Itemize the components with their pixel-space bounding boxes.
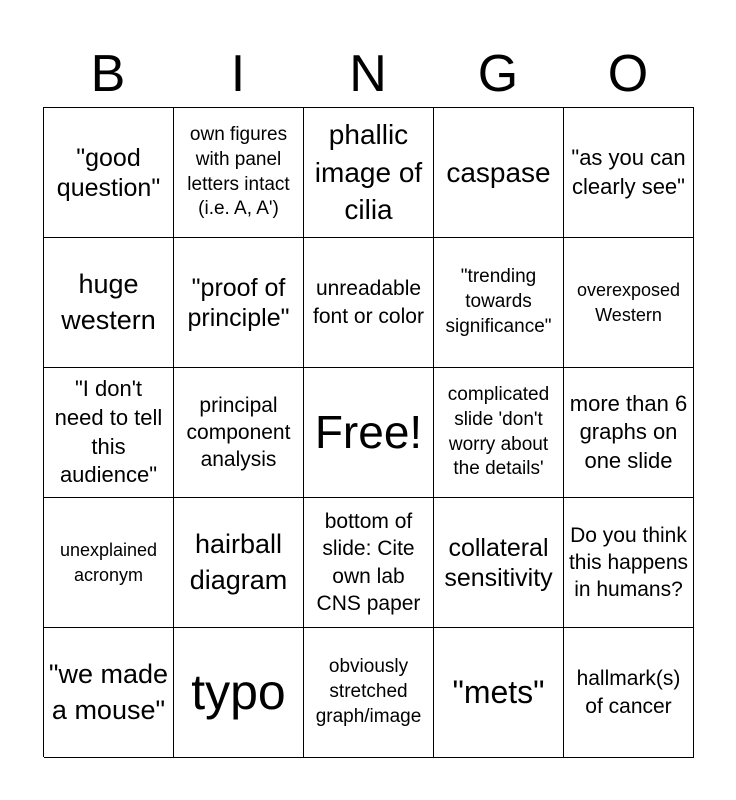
bingo-cell-free-space[interactable] (304, 368, 434, 498)
bingo-cell-r3-c4[interactable] (434, 368, 564, 498)
bingo-cell-r2-c2[interactable] (174, 238, 304, 368)
free-space-label: Free! (314, 406, 423, 459)
bingo-cell-r2-c5[interactable] (564, 238, 694, 368)
cell-text: hairball diagram (189, 529, 288, 595)
bingo-cell-r3-c1[interactable] (44, 368, 174, 498)
bingo-cell-r5-c1[interactable] (44, 628, 174, 758)
bingo-cell-r4-c5[interactable] (564, 498, 694, 628)
header-letter-g: G (477, 45, 519, 103)
cell-text: "trending towards significance" (445, 266, 552, 337)
cell-text: typo (191, 664, 286, 720)
cell-text: hallmark(s) of cancer (576, 667, 681, 718)
cell-text: "proof of principle" (187, 273, 290, 332)
cell-text: principal component analysis (186, 393, 291, 472)
bingo-cell-r2-c1[interactable] (44, 238, 174, 368)
bingo-cell-r4-c1[interactable] (44, 498, 174, 628)
bingo-cell-r3-c2[interactable] (174, 368, 304, 498)
cell-text: huge western (61, 269, 156, 335)
cell-text: more than 6 graphs on one slide (569, 390, 688, 473)
header-letter-n: N (349, 45, 387, 103)
cell-text: collateral sensitivity (444, 533, 553, 592)
cell-text: obviously stretched graph/image (315, 656, 422, 727)
bingo-cell-r2-c4[interactable] (434, 238, 564, 368)
bingo-cell-r5-c5[interactable] (564, 628, 694, 758)
header-letter-b: B (90, 45, 126, 103)
cell-text: "good question" (56, 143, 161, 202)
bingo-header (43, 40, 693, 108)
cell-text: "we made a mouse" (48, 659, 169, 725)
cell-text: complicated slide 'don't worry about the details' (447, 384, 550, 480)
bingo-cell-r4-c4[interactable] (434, 498, 564, 628)
bingo-cell-r1-c2[interactable] (174, 108, 304, 238)
bingo-board (43, 107, 694, 757)
header-letter-o: O (607, 45, 649, 103)
cell-text: caspase (446, 156, 551, 188)
cell-text: "as you can clearly see" (571, 144, 686, 199)
bingo-cell-r5-c3[interactable] (304, 628, 434, 758)
bingo-cell-r5-c4[interactable] (434, 628, 564, 758)
bingo-cell-r2-c3[interactable] (304, 238, 434, 368)
cell-text: "I don't need to tell this audience" (54, 376, 163, 488)
header-letter-i: I (230, 45, 246, 103)
cell-text: bottom of slide: Cite own lab CNS paper (316, 509, 421, 615)
bingo-cell-r1-c4[interactable] (434, 108, 564, 238)
bingo-cell-r4-c3[interactable] (304, 498, 434, 628)
bingo-cell-r1-c5[interactable] (564, 108, 694, 238)
bingo-cell-r3-c5[interactable] (564, 368, 694, 498)
bingo-cell-r1-c3[interactable] (304, 108, 434, 238)
cell-text: "mets" (452, 673, 545, 710)
bingo-cell-r4-c2[interactable] (174, 498, 304, 628)
cell-text: unexplained acronym (59, 540, 158, 585)
cell-text: phallic image of cilia (314, 118, 423, 226)
cell-text: own figures with panel letters intact (i.e. A, A') (187, 124, 290, 220)
cell-text: Do you think this happens in humans? (568, 523, 689, 602)
bingo-cell-r5-c2[interactable] (174, 628, 304, 758)
bingo-cell-r1-c1[interactable] (44, 108, 174, 238)
cell-text: overexposed Western (576, 280, 681, 325)
cell-text: unreadable font or color (313, 277, 424, 328)
